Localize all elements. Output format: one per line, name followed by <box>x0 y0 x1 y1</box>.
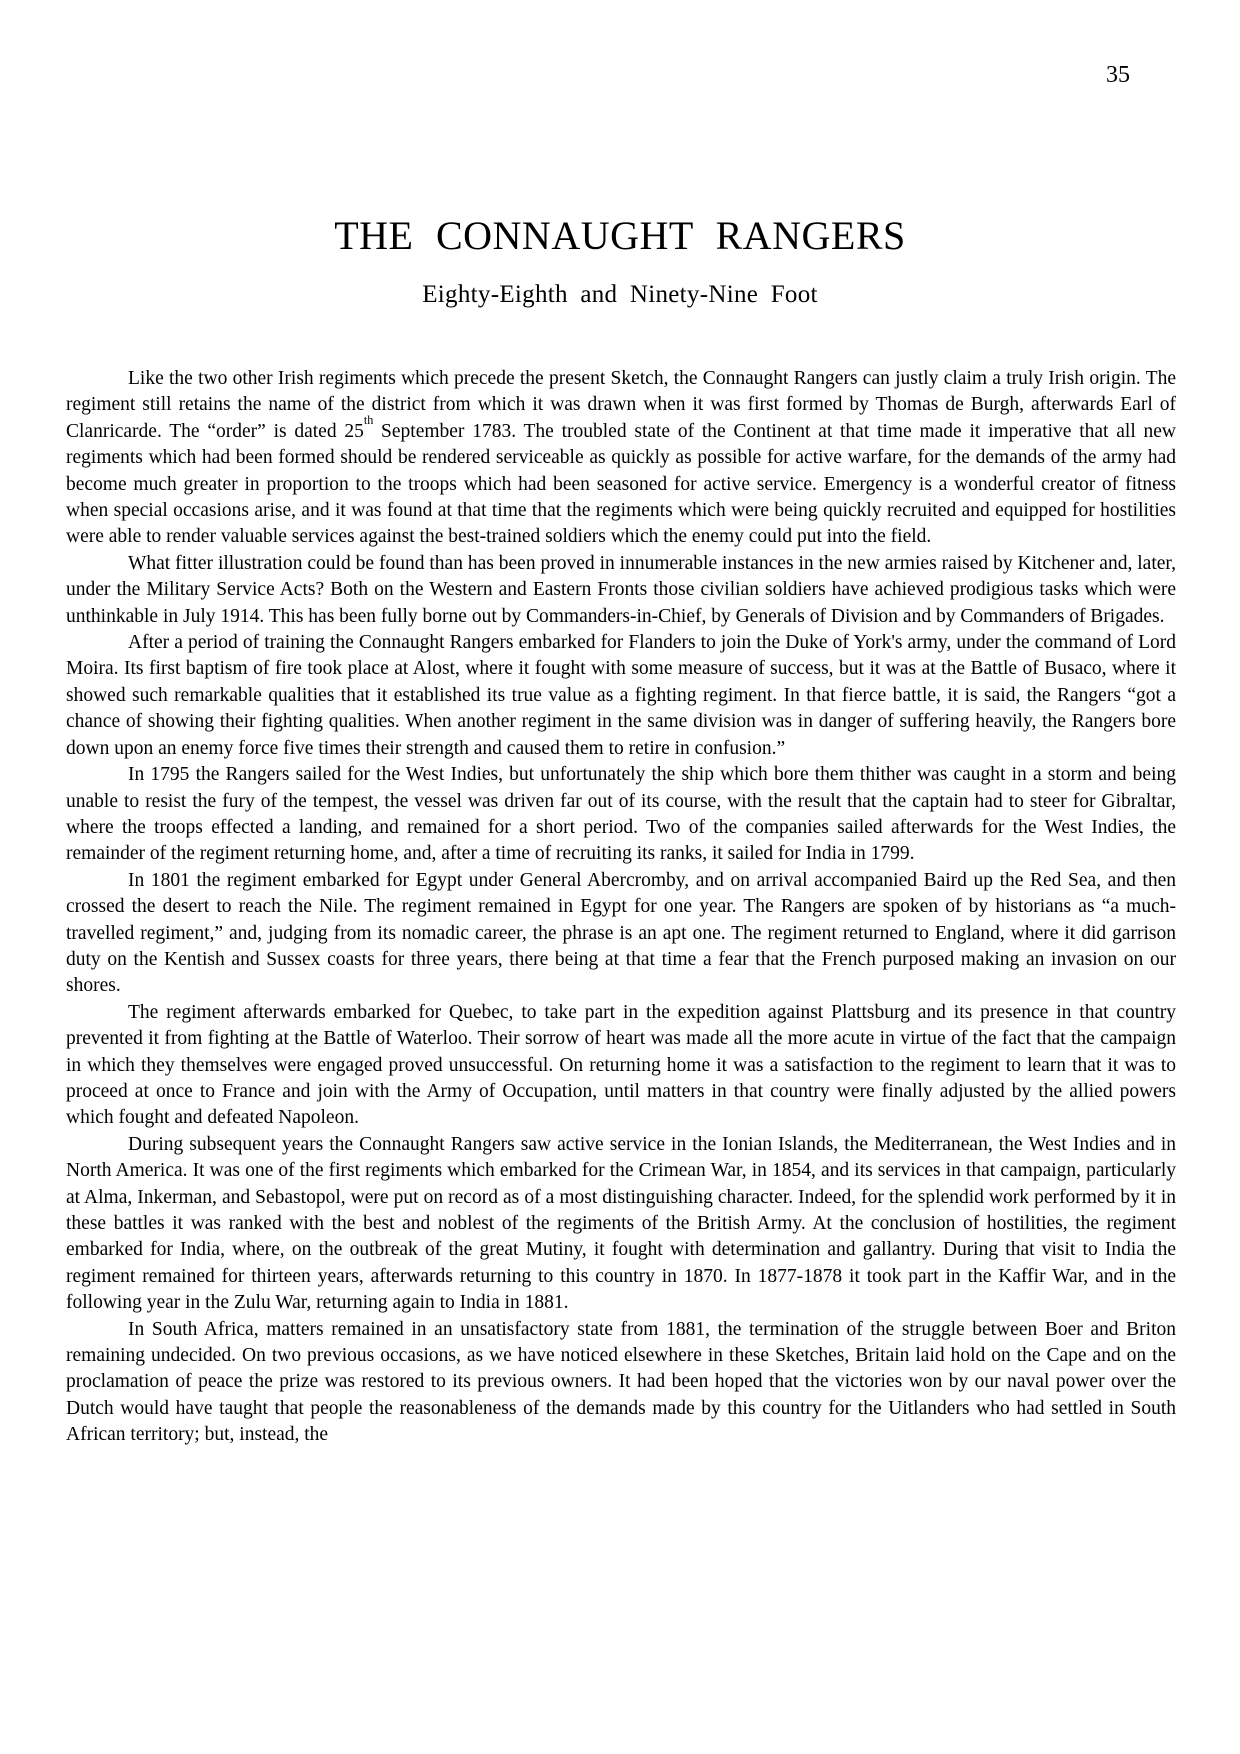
paragraph: After a period of training the Connaught Rangers embarked for Flanders to join the Duke of York's army, under the command of Lord Moira. Its first baptism of fire took place at Alost, where it fought with some measure of success, but it was at the Battle of Busaco, where it showed such remarkable qualities that it established its true value as a fighting regiment. In that fierce battle, it is said, the Rangers “got a chance of showing their fighting qualities. When another regiment in the same division was in danger of suffering heavily, the Rangers bore down upon an enemy force five times their strength and caused them to retire in confusion.” <box>66 632 1176 759</box>
paragraph: In South Africa, matters remained in an unsatisfactory state from 1881, the termination of the struggle between Boer and Briton remaining undecided. On two previous occasions, as we have noticed elsewhere in these Sketches, Britain laid hold on the Cape and on the proclamation of peace the prize was restored to its previous owners. It had been hoped that the victories won by our naval power over the Dutch would have taught that people the reasonableness of the demands made by this country for the Uitlanders who had settled in South African territory; but, instead, the <box>66 1318 1176 1446</box>
paragraph: What fitter illustration could be found than has been proved in innumerable instances in the new armies raised by Kitchener and, later, under the Military Service Acts? Both on the Western and Eastern Fronts those civilian soldiers have achieved prodigious tasks which were unthinkable in July 1914. This has been fully borne out by Commanders-in-Chief, by Generals of Division and by Commanders of Brigades. <box>66 552 1176 627</box>
page-title: THE CONNAUGHT RANGERS <box>334 213 906 258</box>
body-text <box>66 366 1176 1449</box>
ordinal-superscript: th <box>363 412 374 427</box>
paragraph: During subsequent years the Connaught Rangers saw active service in the Ionian Islands, the Mediterranean, the West Indies and in North America. It was one of the first regiments which embarked for the Crimean War, in 1854, and its services in that campaign, particularly at Alma, Inkerman, and Sebastopol, were put on record as of a most distinguishing character. Indeed, for the splendid work performed by it in these battles it was ranked with the best and noblest of the regiments of the British Army. At the conclusion of hostilities, the regiment embarked for India, where, on the outbreak of the great Mutiny, it fought with determination and gallantry. During that visit to India the regiment remained for thirteen years, afterwards returning to this country in 1870. In 1877-1878 it took part in the Kaffir War, and in the following year in the Zulu War, returning again to India in 1881. <box>66 1133 1176 1314</box>
paragraph: In 1801 the regiment embarked for Egypt under General Abercromby, and on arrival accompanied Baird up the Red Sea, and then crossed the desert to reach the Nile. The regiment remained in Egypt for one year. The Rangers are spoken of by historians as “a much-travelled regiment,” and, judging from its nomadic career, the phrase is an apt one. The regiment returned to England, where it did garrison duty on the Kentish and Sussex coasts for three years, there being at that time a fear that the French purposed making an invasion on our shores. <box>66 869 1176 997</box>
paragraph: The regiment afterwards embarked for Quebec, to take part in the expedition against Plattsburg and its presence in that country prevented it from fighting at the Battle of Waterloo. Their sorrow of heart was made all the more acute in virtue of the fact that the campaign in which they themselves were engaged proved unsuccessful. On returning home it was a satisfaction to the regiment to learn that it was to proceed at once to France and join with the Army of Occupation, until matters in that country were finally adjusted by the allied powers which fought and defeated Napoleon. <box>66 1001 1176 1129</box>
paragraph-text: Like the two other Irish regiments which precede the present Sketch, the Connaught Rangers can justly claim a truly Irish origin. The regiment still retains the name of the district from which it was drawn when it was first formed by Thomas de Burgh, afterwards Earl of Clanricarde. The “order” is dated 25 <box>66 368 1176 442</box>
paragraph-text: September 1783. The troubled state of the Continent at that time made it imperative that all new regiments which had been formed should be rendered serviceable as quickly as possible for active warfare, for the demands of the army had become much greater in proportion to the troops which had been seasoned for active service. Emergency is a wonderful creator of fitness when special occasions arise, and it was found at that time that the regiments which were being quickly recruited and equipped for hostilities were able to render valuable services against the best-trained soldiers which the enemy could put into the field. <box>66 420 1176 548</box>
paragraph: In 1795 the Rangers sailed for the West Indies, but unfortunately the ship which bore them thither was caught in a storm and being unable to resist the fury of the tempest, the vessel was driven far out of its course, with the result that the captain had to steer for Gibraltar, where the troops effected a landing, and remained for a short period. Two of the companies sailed afterwards for the West Indies, the remainder of the regiment returning home, and, after a time of recruiting its ranks, it sailed for India in 1799. <box>66 764 1176 865</box>
paragraph <box>66 366 1176 551</box>
page-number: 35 <box>1106 62 1130 88</box>
page-subtitle: Eighty-Eighth and Ninety-Nine Foot <box>422 281 818 308</box>
